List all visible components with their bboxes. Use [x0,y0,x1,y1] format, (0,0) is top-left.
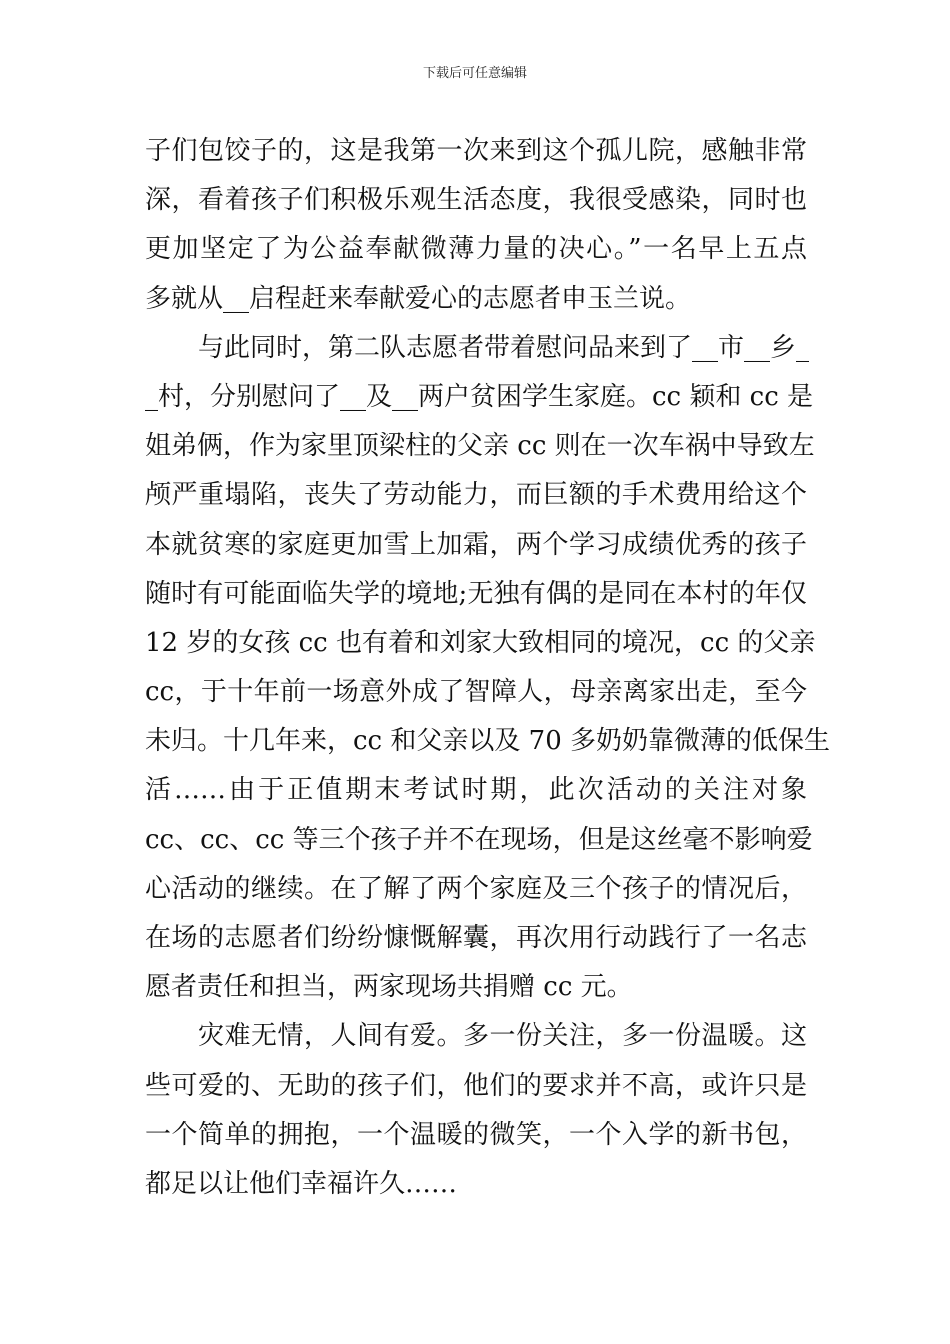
paragraph-first-line: 灾难无情，人间有爱。多一份关注，多一份温暖。这 [198,1021,807,1052]
paragraph-first-line: 与此同时，第二队志愿者带着慰问品来到了__市__乡_ [198,332,810,363]
body-line: 些可爱的、无助的孩子们，他们的要求并不高，或许只是 [145,1070,807,1101]
body-line: 子们包饺子的，这是我第一次来到这个孤儿院，感触非常 [145,136,807,166]
body-line: _村，分别慰问了__及__两户贫困学生家庭。cc 颖和 cc 是 [145,381,814,412]
body-line: cc、cc、cc 等三个孩子并不在现场，但是这丝毫不影响爱 [145,824,813,855]
body-line: 未归。十几年来，cc 和父亲以及 70 多奶奶靠微薄的低保生 [145,726,831,757]
document-body [145,127,831,1209]
body-line: 颅严重塌陷，丧失了劳动能力，而巨额的手术费用给这个 [145,480,807,511]
paragraph-last-line: 都足以让他们幸福许久…… [145,1168,458,1199]
paragraph-last-line: 愿者责任和担当，两家现场共捐赠 cc 元。 [145,972,633,1003]
page-header: 下载后可任意编辑 [422,66,527,81]
body-line: 活……由于正值期末考试时期，此次活动的关注对象 [145,775,807,806]
body-line: 心活动的继续。在了解了两个家庭及三个孩子的情况后， [145,873,807,904]
body-line: 12 岁的女孩 cc 也有着和刘家大致相同的境况，cc 的父亲 [145,627,816,658]
body-line: 姐弟俩，作为家里顶梁柱的父亲 cc 则在一次车祸中导致左 [145,431,815,462]
body-line: cc，于十年前一场意外成了智障人，母亲离家出走，至今 [145,677,807,708]
body-line: 深，看着孩子们积极乐观生活态度，我很受感染，同时也 [145,185,807,216]
body-line: 随时有可能面临失学的境地;无独有偶的是同在本村的年仅 [145,578,807,609]
paragraph-last-line: 多就从__启程赶来奉献爱心的志愿者申玉兰说。 [145,283,692,314]
body-line: 在场的志愿者们纷纷慷慨解囊，再次用行动践行了一名志 [145,923,807,953]
body-line: 本就贫寒的家庭更加雪上加霜，两个学习成绩优秀的孩子 [145,529,807,560]
body-line: 一个简单的拥抱，一个温暖的微笑，一个入学的新书包， [145,1119,807,1150]
body-line: 更加坚定了为公益奉献微薄力量的决心。”一名早上五点 [145,234,807,265]
